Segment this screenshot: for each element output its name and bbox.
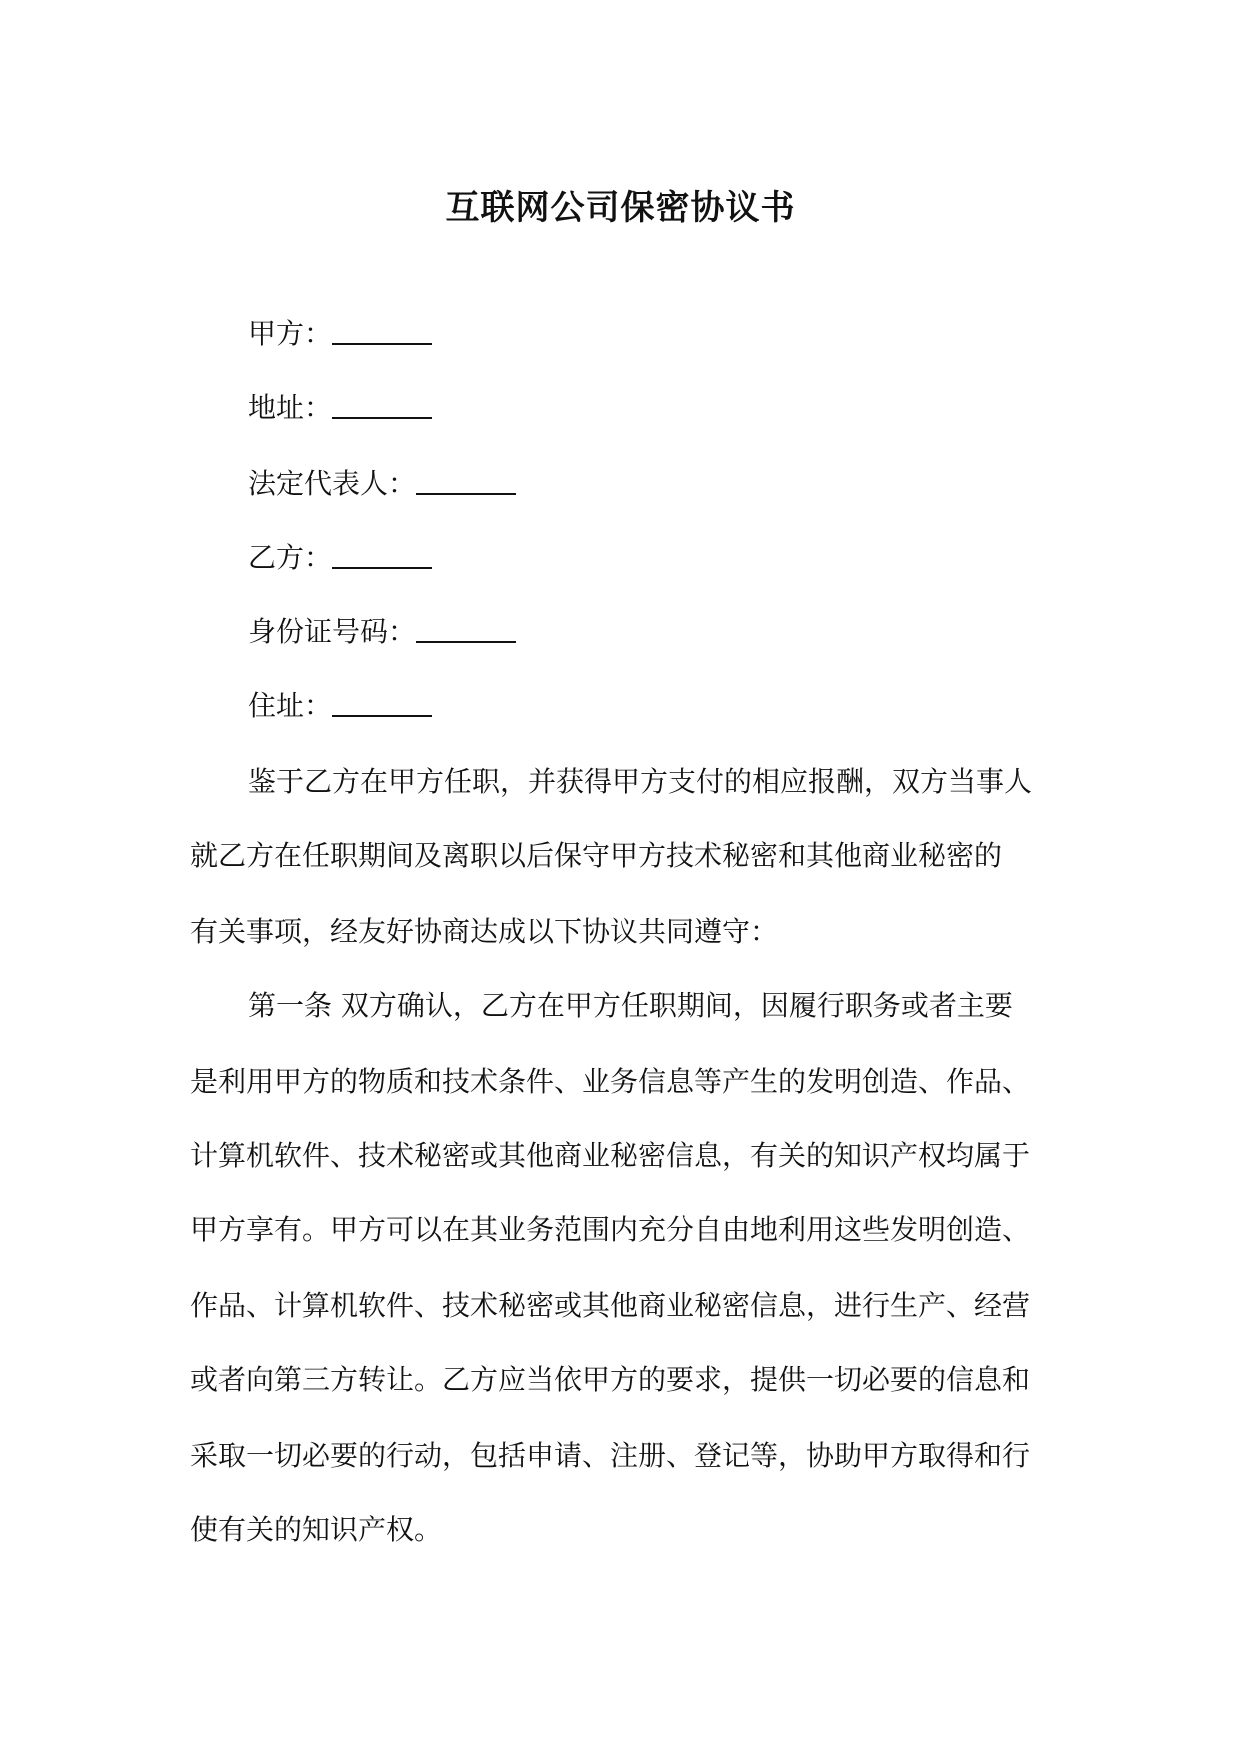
field-party-b — [248, 538, 432, 578]
paragraph-line: 第一条 双方确认，乙方在甲方任职期间，因履行职务或者主要 — [248, 989, 1013, 1022]
paragraph-line: 是利用甲方的物质和技术条件、业务信息等产生的发明创造、作品、 — [190, 1065, 1031, 1098]
paragraph-line: 甲方享有。甲方可以在其业务范围内充分自由地利用这些发明创造、 — [190, 1213, 1031, 1246]
document-title: 互联网公司保密协议书 — [445, 188, 796, 228]
field-blank — [416, 467, 516, 495]
field-label: 身份证号码： — [248, 615, 417, 648]
field-blank — [332, 317, 432, 345]
field-label: 地址： — [248, 391, 333, 424]
field-residence — [248, 686, 432, 726]
paragraph-line: 鉴于乙方在甲方任职，并获得甲方支付的相应报酬，双方当事人 — [248, 765, 1033, 798]
paragraph-line: 有关事项，经友好协商达成以下协议共同遵守： — [190, 915, 779, 948]
field-blank — [332, 541, 432, 569]
field-party-a — [248, 314, 432, 354]
paragraph-line: 使有关的知识产权。 — [190, 1513, 443, 1546]
paragraph-line: 就乙方在任职期间及离职以后保守甲方技术秘密和其他商业秘密的 — [190, 839, 1003, 872]
field-id-number — [248, 612, 516, 652]
field-blank — [416, 615, 516, 643]
paragraph-line: 或者向第三方转让。乙方应当依甲方的要求，提供一切必要的信息和 — [190, 1363, 1031, 1396]
paragraph-line: 采取一切必要的行动，包括申请、注册、登记等，协助甲方取得和行 — [190, 1439, 1031, 1472]
paragraph-line: 计算机软件、技术秘密或其他商业秘密信息，有关的知识产权均属于 — [190, 1139, 1031, 1172]
field-label: 住址： — [248, 689, 333, 722]
field-label: 乙方： — [248, 541, 333, 574]
field-blank — [332, 391, 432, 419]
field-label: 甲方： — [248, 317, 333, 350]
field-legal-representative — [248, 464, 516, 504]
field-label: 法定代表人： — [248, 467, 417, 500]
paragraph-line: 作品、计算机软件、技术秘密或其他商业秘密信息，进行生产、经营 — [190, 1289, 1031, 1322]
field-blank — [332, 689, 432, 717]
field-address — [248, 388, 432, 428]
